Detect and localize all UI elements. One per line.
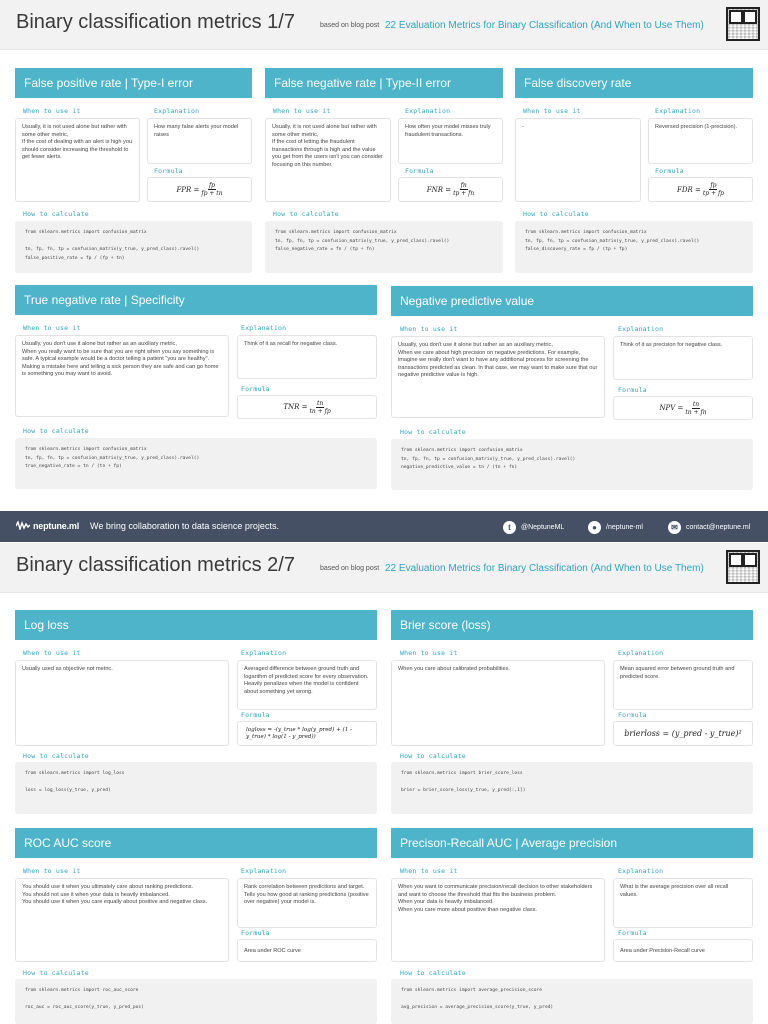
twitter-icon: t	[503, 521, 516, 534]
when-text: Usually used as objective not metric.	[15, 660, 229, 746]
based-on-text: based on blog post	[320, 22, 380, 29]
card-title: False positive rate | Type-I error	[15, 68, 252, 98]
when-label: When to use it	[23, 107, 81, 115]
formula-numerator: fp	[208, 182, 215, 189]
page-title: Binary classification metrics 2/7	[16, 554, 295, 576]
formula-numerator: tn	[316, 399, 324, 407]
formula-lhs: FDR =	[677, 185, 701, 194]
code-block: from sklearn.metrics import brier_score_loss brier = brier_score_loss(y_true, y_pred[:,1])	[391, 762, 753, 814]
formula-label: Formula	[241, 711, 270, 719]
explanation-label: Explanation	[618, 867, 664, 875]
how-label: How to calculate	[23, 210, 89, 218]
formula-denominator: tp + fn	[453, 190, 475, 197]
card-false-discovery-rate	[515, 68, 753, 273]
formula-label: Formula	[241, 929, 270, 937]
when-label: When to use it	[23, 867, 81, 875]
explanation-label: Explanation	[618, 649, 664, 657]
logo-text: neptune.ml	[33, 521, 80, 531]
formula-label: Formula	[618, 929, 647, 937]
formula-lhs: FNR =	[426, 185, 452, 194]
card-title: Precison-Recall AUC | Average precision	[391, 828, 753, 858]
formula-text: Area under Precision-Recall curve	[613, 939, 753, 962]
formula-lhs: FPR =	[176, 185, 200, 194]
formula-box	[613, 721, 753, 746]
email-address: contact@neptune.ml	[686, 524, 751, 531]
github-icon: ●	[588, 521, 601, 534]
formula-numerator: fn	[460, 182, 467, 189]
formula-label: Formula	[618, 386, 647, 394]
formula-numerator: fp	[710, 182, 717, 189]
code-block: from sklearn.metrics import roc_auc_score roc_auc = roc_auc_score(y_true, y_pred_pos)	[15, 979, 377, 1024]
formula-box	[237, 721, 377, 746]
mail-icon: ✉	[668, 521, 681, 534]
twitter-handle: @NeptuneML	[521, 524, 565, 531]
formula-label: Formula	[154, 167, 183, 175]
explanation-label: Explanation	[154, 107, 200, 115]
explanation-label: Explanation	[655, 107, 701, 115]
formula-numerator: tn	[692, 400, 700, 408]
github-link[interactable]	[588, 521, 643, 534]
formula-label: Formula	[618, 711, 647, 719]
explanation-text: How often your model misses truly fraudulent transactions.	[398, 118, 503, 164]
card-title: True negative rate | Specificity	[15, 285, 377, 315]
when-label: When to use it	[273, 107, 331, 115]
explanation-label: Explanation	[241, 324, 287, 332]
when-text: You should use it when you ultimately care about ranking predictions. You should not use it when your data is heavily imbalanced. You should use it when you care equally about positive and negative class.	[15, 878, 229, 962]
formula-box	[648, 177, 753, 202]
card-true-negative-rate	[15, 285, 377, 489]
when-label: When to use it	[400, 867, 458, 875]
card-title: Negative predictive value	[391, 286, 753, 316]
card-title: False discovery rate	[515, 68, 753, 98]
twitter-link[interactable]	[503, 521, 564, 534]
code-block: from sklearn.metrics import confusion_matrix tn, fp, fn, tp = confusion_matrix(y_true, y_pred_class).ravel() false_discovery_rate = fp / (tp + fp)	[515, 221, 753, 273]
explanation-text: Think of it as precision for negative class.	[613, 336, 753, 380]
how-label: How to calculate	[273, 210, 339, 218]
when-text: When you care about calibrated probabilities.	[391, 660, 605, 746]
card-false-positive-rate	[15, 68, 252, 273]
explanation-text: Think of it as recall for negative class.	[237, 335, 377, 379]
github-handle: /neptune-ml	[606, 524, 643, 531]
explanation-label: Explanation	[618, 325, 664, 333]
card-precision-recall-auc	[391, 828, 753, 1024]
when-text: Usually, you don't use it alone but rather as an auxiliary metric, When you really want to be sure that you are right when you say something is safe. A typical example would be a doctor telling a patient "you are healthy". Making a mistake here and telling a sick person they are safe and can go home is something you may want to avoid.	[15, 335, 229, 417]
blog-post-link[interactable]: 22 Evaluation Metrics for Binary Classification (And When to Use Them)	[385, 563, 704, 574]
card-false-negative-rate	[265, 68, 503, 273]
code-block: from sklearn.metrics import log_loss loss = log_loss(y_true, y_pred)	[15, 762, 377, 814]
formula-box	[147, 177, 252, 202]
when-label: When to use it	[400, 649, 458, 657]
qr-code-icon	[726, 7, 760, 41]
how-label: How to calculate	[400, 428, 466, 436]
code-block: from sklearn.metrics import confusion_matrix tn, fp, fn, tp = confusion_matrix(y_true, y_pred_class).ravel() false_positive_rate = fp / (fp + tn)	[15, 221, 252, 273]
formula-text: Area under ROC curve	[237, 939, 377, 962]
explanation-text: How many false alerts your model raises	[147, 118, 252, 164]
qr-code-icon	[726, 550, 760, 584]
neptune-logo[interactable]	[16, 521, 79, 531]
code-block: from sklearn.metrics import confusion_matrix tn, fp, fn, tp = confusion_matrix(y_true, y_pred_class).ravel() false_negative_rate = fn / (tp + fn)	[265, 221, 503, 273]
explanation-text: What is the average precision over all recall values.	[613, 878, 753, 928]
card-negative-predictive-value	[391, 286, 753, 490]
card-brier-score	[391, 610, 753, 814]
code-block: from sklearn.metrics import average_precision_score avg_precision = average_precision_score(y_true, y_pred)	[391, 979, 753, 1024]
formula-expression: logloss = -(y_true * log(y_pred) + (1 - y_true) * log(1 - y_pred))	[246, 726, 352, 740]
formula-expression: brierloss = (y_pred - y_true)²	[624, 729, 742, 738]
page-header-2	[0, 543, 768, 593]
when-text: Usually, you don't use it alone but rather as an auxiliary metric, When we care about high precision on negative predictions. For example, imagine we really don't want to have any additional process for screening the transactions predicted as clean. In that case, we may want to make sure that our negative predictive value is high.	[391, 336, 605, 418]
footer-bar	[0, 511, 768, 542]
explanation-text: Rank correlation between predictions and target. Tells you how good at ranking predictions (positive over negative) your model is.	[237, 878, 377, 928]
when-text: Usually, it is not used alone but rather with some other metric, If the cost of dealing with an alert is high you should consider increasing the threshold to get fewer alerts.	[15, 118, 140, 202]
card-title: False negative rate | Type-II error	[265, 68, 503, 98]
how-label: How to calculate	[23, 969, 89, 977]
when-label: When to use it	[400, 325, 458, 333]
card-log-loss	[15, 610, 377, 814]
based-on-text: based on blog post	[320, 565, 380, 572]
code-block: from sklearn.metrics import confusion_matrix tn, fp, fn, tp = confusion_matrix(y_true, y_pred_class).ravel() negative_predictive_value = tn / (tn + fn)	[391, 439, 753, 490]
formula-label: Formula	[655, 167, 684, 175]
formula-box	[613, 396, 753, 420]
formula-lhs: NPV =	[659, 404, 684, 412]
explanation-label: Explanation	[241, 649, 287, 657]
when-text: Usually, it is not used alone but rather with some other metric, If the cost of letting the fraudulent transactions through is high and the value you get from the users isn't you can consider focusing on this number.	[265, 118, 391, 202]
formula-box	[237, 395, 377, 419]
formula-label: Formula	[405, 167, 434, 175]
page-title: Binary classification metrics 1/7	[16, 11, 295, 33]
page-header-1	[0, 0, 768, 50]
how-label: How to calculate	[23, 427, 89, 435]
how-label: How to calculate	[400, 752, 466, 760]
how-label: How to calculate	[523, 210, 589, 218]
card-title: Brier score (loss)	[391, 610, 753, 640]
card-title: Log loss	[15, 610, 377, 640]
when-text: When you want to communicate precision/recall decision to other stakeholders and want to choose the threshold that fits the business problem. When your data is heavily imbalanced. When you care more about positive than negative class.	[391, 878, 605, 962]
formula-box	[398, 177, 503, 202]
when-label: When to use it	[23, 649, 81, 657]
email-link[interactable]	[668, 521, 750, 534]
footer-tagline: We bring collaboration to data science projects.	[90, 521, 279, 531]
code-block: from sklearn.metrics import confusion_matrix tn, fp, fn, tp = confusion_matrix(y_true, y_pred_class).ravel() true_negative_rate = tn / (tn + fp)	[15, 438, 377, 489]
formula-denominator: tp + fp	[702, 190, 724, 197]
when-label: When to use it	[23, 324, 81, 332]
card-title: ROC AUC score	[15, 828, 377, 858]
card-roc-auc-score	[15, 828, 377, 1024]
explanation-text: Mean squared error between ground truth and predicted score.	[613, 660, 753, 710]
neptune-wave-icon	[16, 521, 30, 530]
formula-denominator: tn + fn	[685, 408, 707, 416]
explanation-label: Explanation	[241, 867, 287, 875]
when-label: When to use it	[523, 107, 581, 115]
explanation-text: Reversed precision (1-precision).	[648, 118, 753, 164]
explanation-text: Averaged difference between ground truth and logarithm of predicted score for every observation. Heavily penalizes when the model is confident about something yet wrong.	[237, 660, 377, 710]
how-label: How to calculate	[400, 969, 466, 977]
formula-label: Formula	[241, 385, 270, 393]
formula-lhs: TNR =	[283, 403, 308, 411]
formula-denominator: tn + fp	[309, 407, 331, 415]
when-text: -	[515, 118, 641, 202]
formula-denominator: fp + tn	[201, 190, 223, 197]
blog-post-link[interactable]: 22 Evaluation Metrics for Binary Classification (And When to Use Them)	[385, 20, 704, 31]
explanation-label: Explanation	[405, 107, 451, 115]
how-label: How to calculate	[23, 752, 89, 760]
